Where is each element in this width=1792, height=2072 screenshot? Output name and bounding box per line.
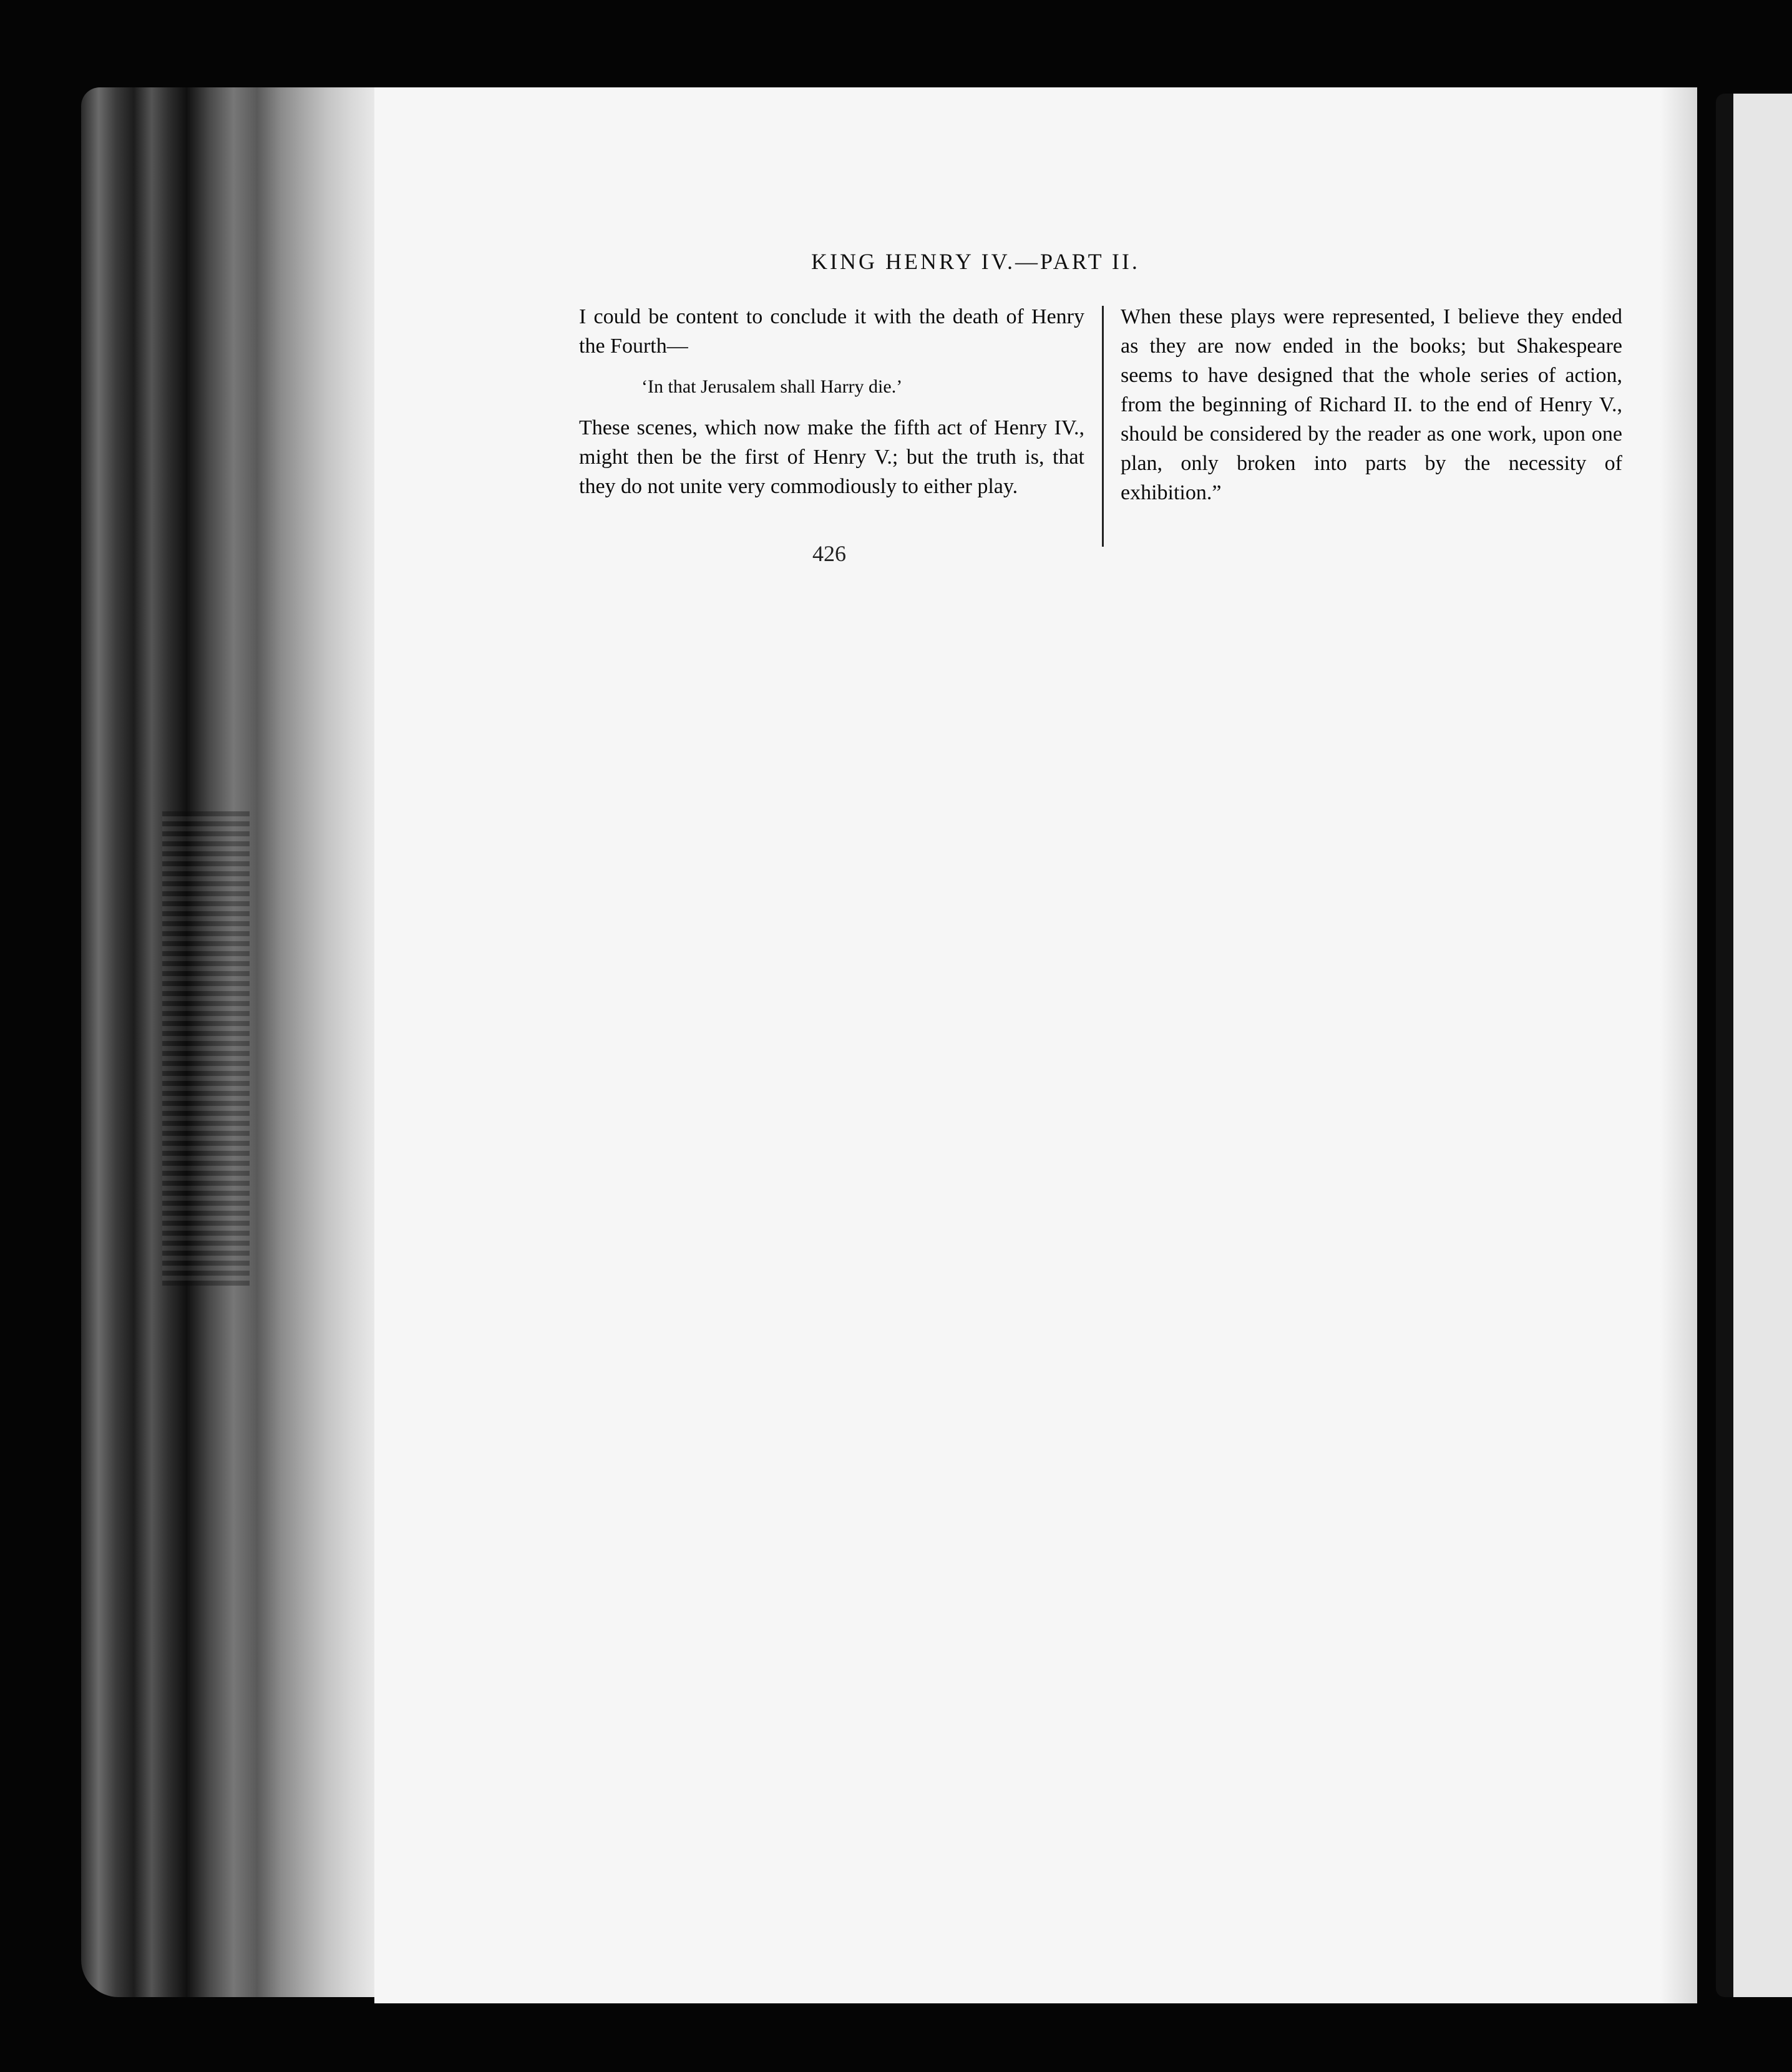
right-column — [1121, 302, 1622, 507]
left-intro-paragraph: I could be content to conclude it with the death of Henry the Fourth— — [579, 305, 1084, 358]
page-number: 426 — [812, 541, 846, 566]
left-column — [579, 302, 1084, 501]
column-divider — [1102, 306, 1104, 547]
library-stamp — [162, 811, 250, 1286]
gutter-shadow — [1660, 87, 1697, 2003]
quotation-line: ‘In that Jerusalem shall Harry die.’ — [641, 376, 903, 397]
right-body-paragraph: When these plays were represented, I believe they ended as they are now ended in the books; but Shakespeare seems to have designed that the whole series of action, from the beginning of Richard II. to the end of Henry V., should be considered by the reader as one work, upon one plan, only broken into parts by the necessity of exhibition.” — [1121, 305, 1622, 504]
facing-page-edge — [1716, 94, 1792, 1997]
running-head: KING HENRY IV.—PART II. — [811, 249, 1140, 274]
left-body-paragraph: These scenes, which now make the fifth act of Henry IV., might then be the first of Henry V.; but the truth is, that they do not unite very commodiously to either play. — [579, 416, 1084, 498]
